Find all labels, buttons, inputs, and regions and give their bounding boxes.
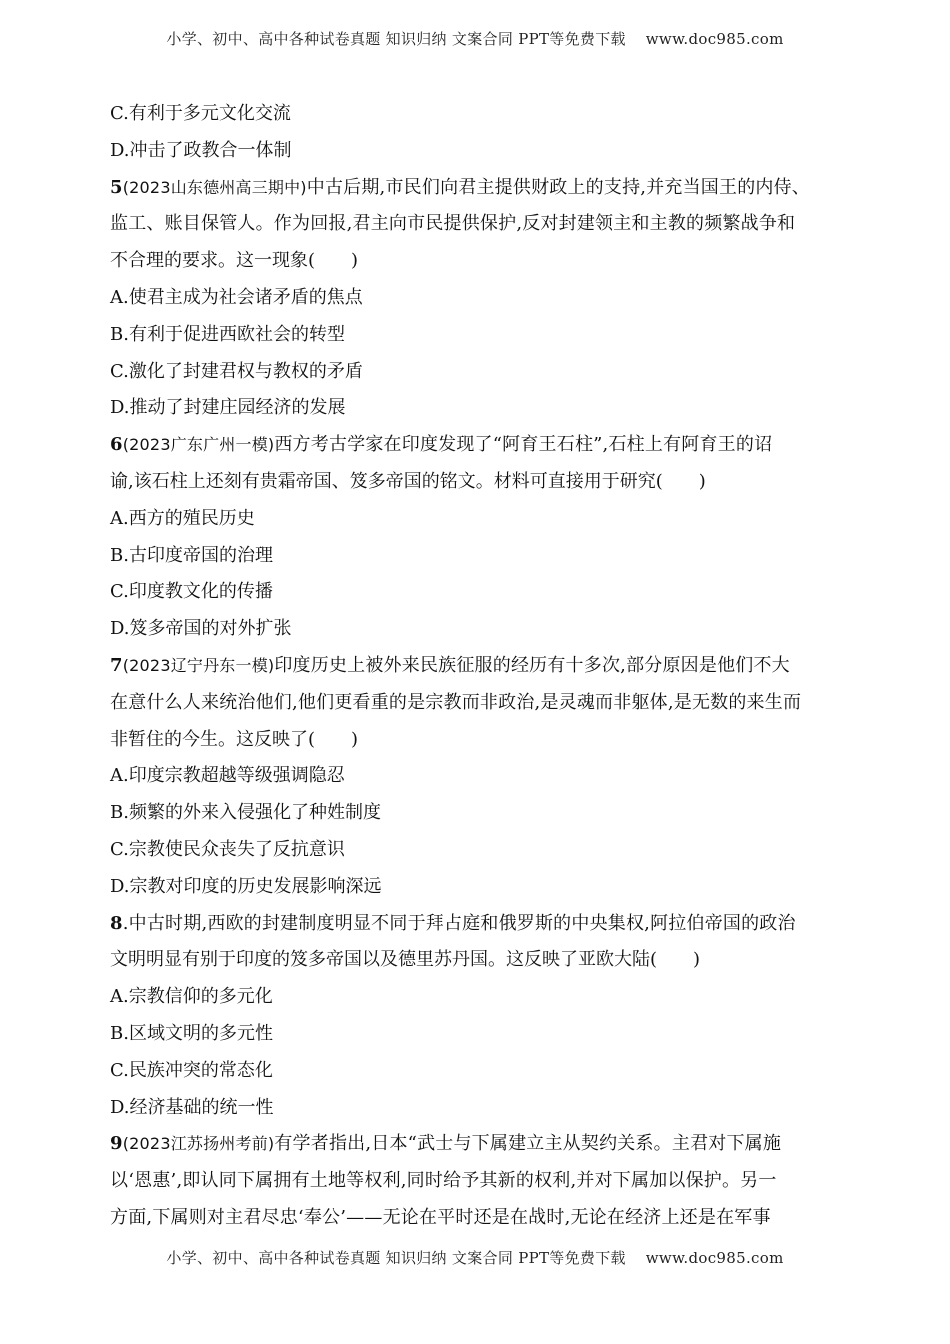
option-c: C.有利于多元文化交流 bbox=[110, 103, 291, 124]
header-text: 小学、初中、高中各种试卷真题 知识归纳 文案合同 PPT等免费下载 bbox=[166, 30, 626, 48]
question-text: .中古时期,西欧的封建制度明显不同于拜占庭和俄罗斯的中央集权,阿拉伯帝国的政治 bbox=[122, 912, 796, 934]
header-url[interactable]: www.doc985.com bbox=[645, 30, 784, 48]
option-b: B.区域文明的多元性 bbox=[110, 1022, 273, 1044]
question-text: 文明明显有别于印度的笈多帝国以及德里苏丹国。这反映了亚欧大陆( ) bbox=[110, 949, 701, 971]
question-text: 以‘恩惠’,即认同下属拥有土地等权利,同时给予其新的权利,并对下属加以保护。另一 bbox=[110, 1170, 777, 1192]
page-header bbox=[0, 28, 950, 49]
option-b: B.有利于促进西欧社会的转型 bbox=[110, 323, 345, 345]
option-d: D.冲击了政教合一体制 bbox=[110, 139, 292, 161]
option-d: D.宗教对印度的历史发展影响深远 bbox=[110, 875, 382, 897]
question-text: 印度历史上被外来民族征服的经历有十多次,部分原因是他们不大 bbox=[274, 654, 790, 676]
question-text: 西方考古学家在印度发现了“阿育王石柱”,石柱上有阿育王的诏 bbox=[274, 434, 773, 456]
question-number: 6 bbox=[110, 434, 123, 456]
option-b: B.古印度帝国的治理 bbox=[110, 544, 273, 566]
question-8-stem bbox=[110, 906, 845, 943]
question-number: 8 bbox=[110, 912, 123, 934]
question-source: (2023广东广州一模) bbox=[122, 435, 275, 455]
option-c: C.印度教文化的传播 bbox=[110, 581, 273, 603]
option-a: A.西方的殖民历史 bbox=[110, 507, 255, 529]
question-text: 不合理的要求。这一现象( ) bbox=[110, 250, 359, 272]
question-6-stem bbox=[110, 427, 845, 464]
exam-content bbox=[110, 96, 845, 1237]
option-b: B.频繁的外来入侵强化了种姓制度 bbox=[110, 802, 381, 824]
option-c: C.民族冲突的常态化 bbox=[110, 1059, 273, 1081]
question-number: 5 bbox=[110, 176, 123, 198]
question-7-stem bbox=[110, 648, 845, 685]
question-source: (2023山东德州高三期中) bbox=[122, 177, 307, 197]
option-d: D.经济基础的统一性 bbox=[110, 1096, 274, 1118]
page-footer bbox=[0, 1247, 950, 1268]
option-c: C.宗教使民众丧失了反抗意识 bbox=[110, 838, 345, 860]
question-9-stem bbox=[110, 1126, 845, 1163]
question-text: 有学者指出,日本“武士与下属建立主从契约关系。主君对下属施 bbox=[274, 1133, 782, 1155]
question-text: 中古后期,市民们向君主提供财政上的支持,并充当国王的内侍、 bbox=[306, 176, 810, 198]
option-d: D.推动了封建庄园经济的发展 bbox=[110, 397, 346, 419]
question-number: 7 bbox=[110, 654, 123, 676]
footer-url[interactable]: www.doc985.com bbox=[645, 1249, 784, 1267]
question-text: 监工、账目保管人。作为回报,君主向市民提供保护,反对封建领主和主教的频繁战争和 bbox=[110, 213, 796, 235]
question-number: 9 bbox=[110, 1133, 123, 1155]
question-text: 非暂住的今生。这反映了( ) bbox=[110, 728, 359, 750]
option-a: A.使君主成为社会诸矛盾的焦点 bbox=[110, 286, 363, 308]
question-source: (2023辽宁丹东一模) bbox=[122, 655, 275, 675]
option-a: A.宗教信仰的多元化 bbox=[110, 986, 273, 1008]
question-text: 在意什么人来统治他们,他们更看重的是宗教而非政治,是灵魂而非躯体,是无数的来生而 bbox=[110, 691, 802, 713]
question-source: (2023江苏扬州考前) bbox=[122, 1134, 275, 1154]
question-text: 方面,下属则对主君尽忠‘奉公’——无论在平时还是在战时,无论在经济上还是在军事 bbox=[110, 1206, 771, 1228]
question-text: 谕,该石柱上还刻有贵霜帝国、笈多帝国的铭文。材料可直接用于研究( ) bbox=[110, 470, 706, 492]
footer-text: 小学、初中、高中各种试卷真题 知识归纳 文案合同 PPT等免费下载 bbox=[166, 1249, 626, 1267]
option-a: A.印度宗教超越等级强调隐忍 bbox=[110, 765, 345, 787]
question-5-stem bbox=[110, 170, 845, 207]
option-c: C.激化了封建君权与教权的矛盾 bbox=[110, 360, 363, 382]
option-d: D.笈多帝国的对外扩张 bbox=[110, 618, 292, 640]
